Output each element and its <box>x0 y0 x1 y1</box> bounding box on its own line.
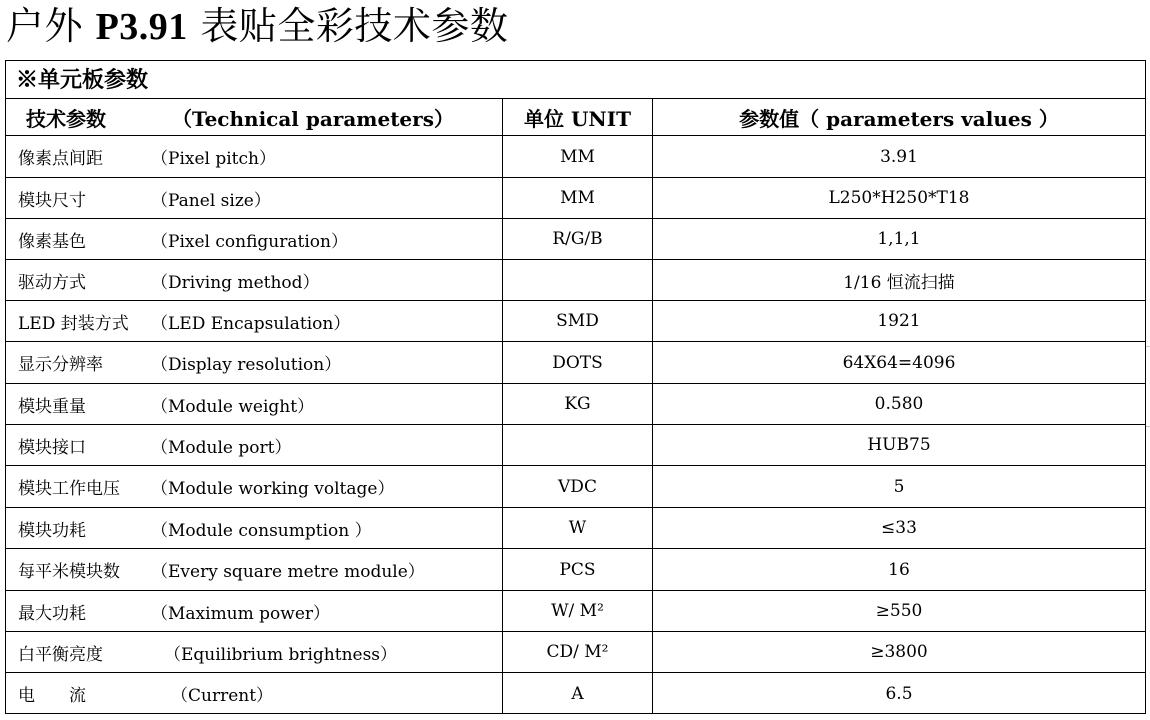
table-row <box>6 591 1145 632</box>
param-name-cell <box>6 673 502 714</box>
value-cell: 6.5 <box>652 673 1145 714</box>
table-row <box>6 632 1145 673</box>
param-name-zh: 每平米模块数 <box>18 562 120 582</box>
edge-tick <box>1146 426 1150 427</box>
table-row <box>6 136 1145 178</box>
param-name-cell <box>6 466 502 507</box>
value-cell: ≥550 <box>652 591 1145 631</box>
table-row <box>6 466 1145 508</box>
unit-cell <box>502 425 652 465</box>
table-header-row <box>6 99 1145 136</box>
unit-cell: R/G/B <box>502 219 652 259</box>
param-name-cell <box>6 632 502 672</box>
param-name-zh: 像素点间距 <box>18 149 103 169</box>
header-value: 参数值（ parameters values ） <box>652 99 1145 135</box>
param-name-en: （Module weight） <box>151 396 315 417</box>
param-name-en: （Current） <box>171 686 274 706</box>
param-name-en: （Equilibrium brightness） <box>164 644 398 665</box>
param-name-cell <box>6 384 502 424</box>
param-name-cell <box>6 301 502 341</box>
value-cell: 3.91 <box>652 136 1145 177</box>
unit-cell: CD/ M² <box>502 632 652 672</box>
param-name-zh: 模块重量 <box>18 396 86 417</box>
title-model: P3.91 <box>95 6 188 48</box>
value-cell: L250*H250*T18 <box>652 178 1145 218</box>
value-cell: HUB75 <box>652 425 1145 465</box>
param-name-en: （Module consumption ） <box>151 520 372 541</box>
param-name-cell <box>6 219 502 259</box>
param-name-zh: 电 流 <box>18 686 86 706</box>
unit-cell: MM <box>502 178 652 218</box>
value-cell: 5 <box>652 466 1145 507</box>
value-cell: 0.580 <box>652 384 1145 424</box>
param-name-en: （Every square metre module） <box>151 562 425 582</box>
unit-cell: DOTS <box>502 342 652 383</box>
value-cell: 1,1,1 <box>652 219 1145 259</box>
unit-cell: KG <box>502 384 652 424</box>
param-name-cell <box>6 136 502 177</box>
header-param <box>6 99 502 135</box>
spec-table <box>5 60 1146 714</box>
value-cell: 64X64=4096 <box>652 342 1145 383</box>
param-name-zh: 模块接口 <box>18 437 86 458</box>
section-heading: ※单元板参数 <box>6 61 1145 99</box>
unit-cell: MM <box>502 136 652 177</box>
value-cell: ≤33 <box>652 508 1145 548</box>
param-name-en: （Module port） <box>151 437 292 458</box>
table-row <box>6 508 1145 549</box>
param-name-en: （Pixel configuration） <box>151 231 348 252</box>
param-name-cell <box>6 508 502 548</box>
value-cell: 1/16 恒流扫描 <box>652 260 1145 300</box>
param-name-zh: 模块工作电压 <box>18 479 120 499</box>
unit-cell: W <box>502 508 652 548</box>
param-name-zh: 显示分辨率 <box>18 355 103 375</box>
param-name-zh: 最大功耗 <box>18 603 86 624</box>
value-cell: 1921 <box>652 301 1145 341</box>
table-row <box>6 425 1145 466</box>
param-name-cell <box>6 178 502 218</box>
param-name-zh: 白平衡亮度 <box>18 644 103 665</box>
unit-cell: SMD <box>502 301 652 341</box>
param-name-cell <box>6 549 502 590</box>
param-name-zh: 驱动方式 <box>18 272 86 293</box>
unit-cell: W/ M² <box>502 591 652 631</box>
param-name-en: （Driving method） <box>151 272 320 293</box>
table-row <box>6 260 1145 301</box>
title-suffix: 表贴全彩技术参数 <box>187 4 509 48</box>
title-prefix: 户外 <box>6 4 96 48</box>
param-name-zh: 模块尺寸 <box>18 190 86 211</box>
param-name-en: （LED Encapsulation） <box>151 313 351 334</box>
value-cell: ≥3800 <box>652 632 1145 672</box>
table-row <box>6 301 1145 342</box>
param-name-cell <box>6 260 502 300</box>
edge-tick <box>1146 346 1150 347</box>
param-name-en: （Panel size） <box>151 190 271 211</box>
header-param-en: （Technical parameters） <box>172 106 454 131</box>
param-name-cell <box>6 342 502 383</box>
page-title <box>6 2 508 50</box>
table-row <box>6 384 1145 425</box>
table-row <box>6 342 1145 384</box>
unit-cell: VDC <box>502 466 652 507</box>
unit-cell: A <box>502 673 652 714</box>
table-row <box>6 549 1145 591</box>
param-name-en: （Module working voltage） <box>151 479 395 499</box>
unit-cell <box>502 260 652 300</box>
table-row <box>6 673 1145 714</box>
header-unit: 单位 UNIT <box>502 99 652 135</box>
param-name-zh: 模块功耗 <box>18 520 86 541</box>
param-name-cell <box>6 591 502 631</box>
param-name-zh: LED 封装方式 <box>18 313 129 334</box>
header-param-zh: 技术参数 <box>26 106 106 131</box>
param-name-cell <box>6 425 502 465</box>
table-row <box>6 219 1145 260</box>
value-cell: 16 <box>652 549 1145 590</box>
unit-cell: PCS <box>502 549 652 590</box>
param-name-zh: 像素基色 <box>18 231 86 252</box>
param-name-en: （Pixel pitch） <box>151 149 276 169</box>
param-name-en: （Display resolution） <box>151 355 342 375</box>
param-name-en: （Maximum power） <box>151 603 331 624</box>
table-row <box>6 178 1145 219</box>
